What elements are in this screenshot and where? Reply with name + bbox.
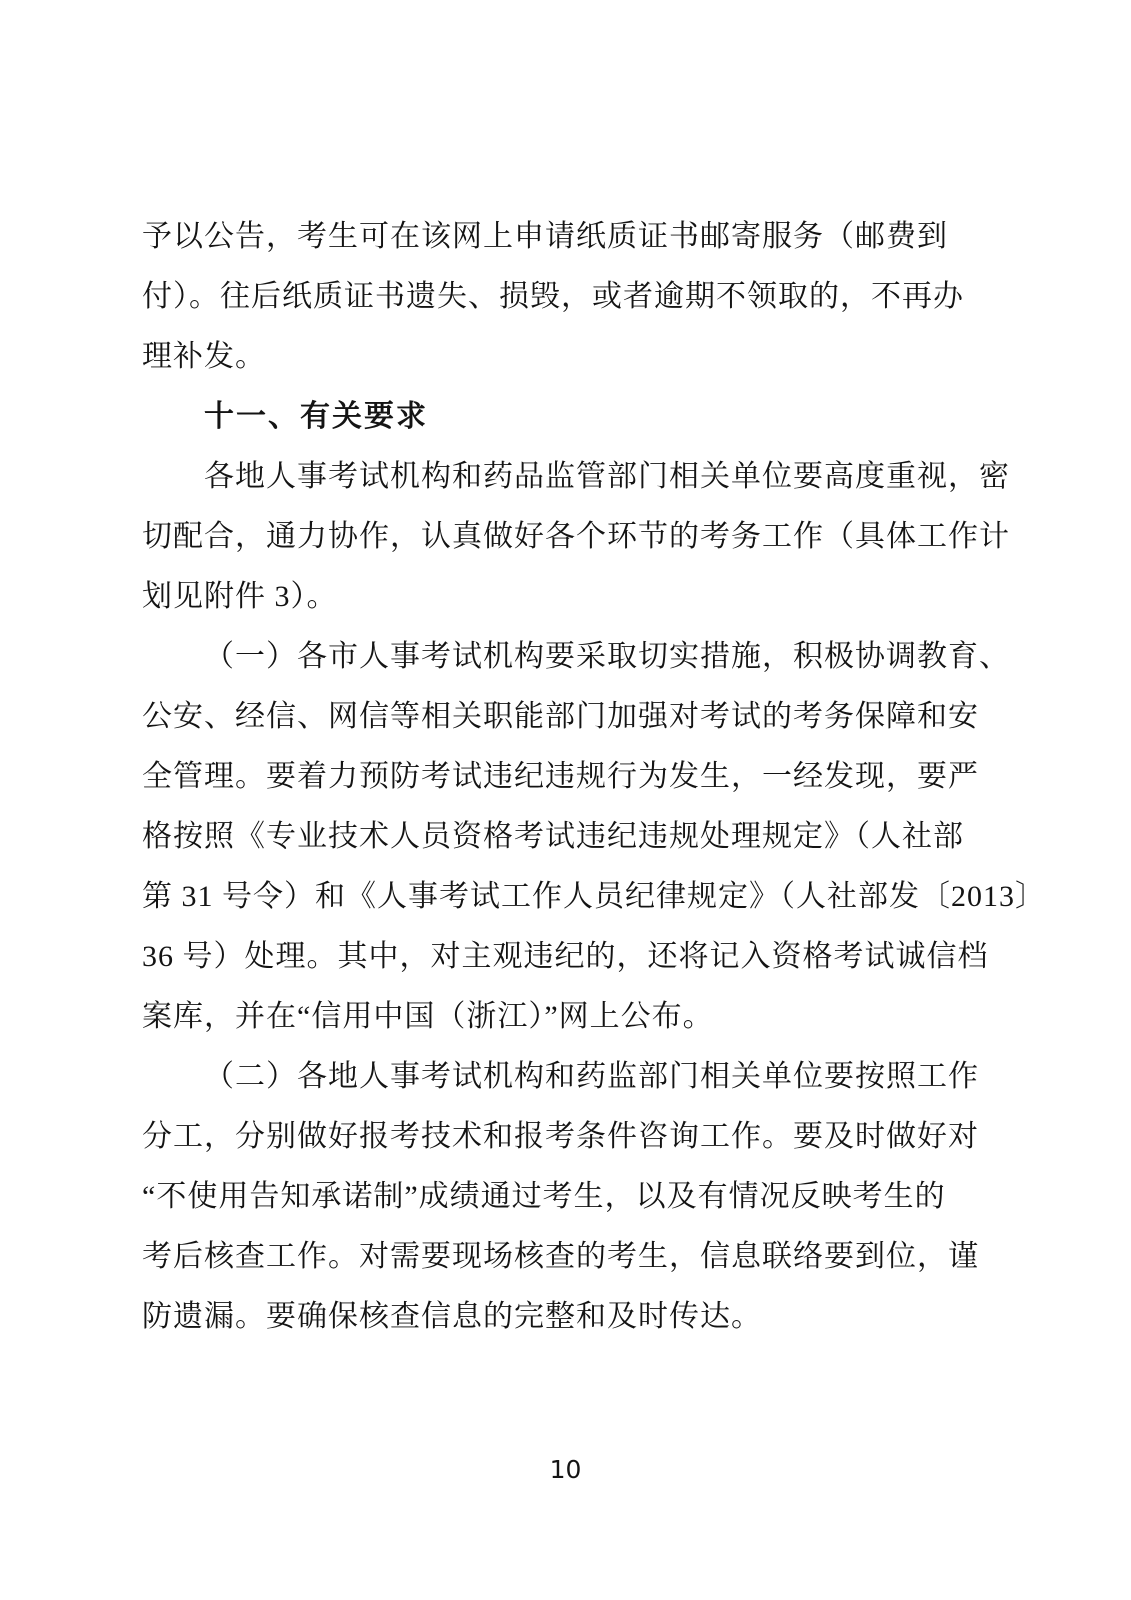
paragraph-2-line-0: 各地人事考试机构和药品监管部门相关单位要高度重视，密 <box>204 460 1010 493</box>
paragraph-4-line-4: 防遗漏。要确保核查信息的完整和及时传达。 <box>142 1300 762 1333</box>
paragraph-3-line-1: 公安、经信、网信等相关职能部门加强对考试的考务保障和安 <box>142 700 979 733</box>
paragraph-2-line-2: 划见附件 3）。 <box>142 580 338 613</box>
paragraph-3-line-5: 36 号）处理。其中，对主观违纪的，还将记入资格考试诚信档 <box>142 940 989 973</box>
document-text-block <box>142 207 1046 1347</box>
paragraph-0-line-1: 付）。往后纸质证书遗失、损毁，或者逾期不领取的，不再办 <box>142 280 964 313</box>
section-heading: 十一、有关要求 <box>204 400 428 433</box>
paragraph-4-line-1: 分工，分别做好报考技术和报考条件咨询工作。要及时做好对 <box>142 1120 979 1153</box>
paragraph-3-line-0: （一）各市人事考试机构要采取切实措施，积极协调教育、 <box>204 640 1010 673</box>
paragraph-0-line-2: 理补发。 <box>142 340 266 373</box>
page-number: 10 <box>549 1455 582 1484</box>
paragraph-3-line-4: 第 31 号令）和《人事考试工作人员纪律规定》（人社部发〔2013〕 <box>142 880 1046 913</box>
paragraph-4-line-3: 考后核查工作。对需要现场核查的考生，信息联络要到位，谨 <box>142 1240 979 1273</box>
paragraph-4-line-2: “不使用告知承诺制”成绩通过考生，以及有情况反映考生的 <box>142 1180 946 1213</box>
paragraph-3-line-3: 格按照《专业技术人员资格考试违纪违规处理规定》（人社部 <box>142 820 964 853</box>
paragraph-3-line-6: 案库，并在“信用中国（浙江）”网上公布。 <box>142 1000 714 1033</box>
paragraph-4-line-0: （二）各地人事考试机构和药监部门相关单位要按照工作 <box>204 1060 979 1093</box>
paragraph-3-line-2: 全管理。要着力预防考试违纪违规行为发生，一经发现，要严 <box>142 760 979 793</box>
paragraph-0-line-0: 予以公告，考生可在该网上申请纸质证书邮寄服务（邮费到 <box>142 220 948 253</box>
paragraph-2-line-1: 切配合，通力协作，认真做好各个环节的考务工作（具体工作计 <box>142 520 1010 553</box>
